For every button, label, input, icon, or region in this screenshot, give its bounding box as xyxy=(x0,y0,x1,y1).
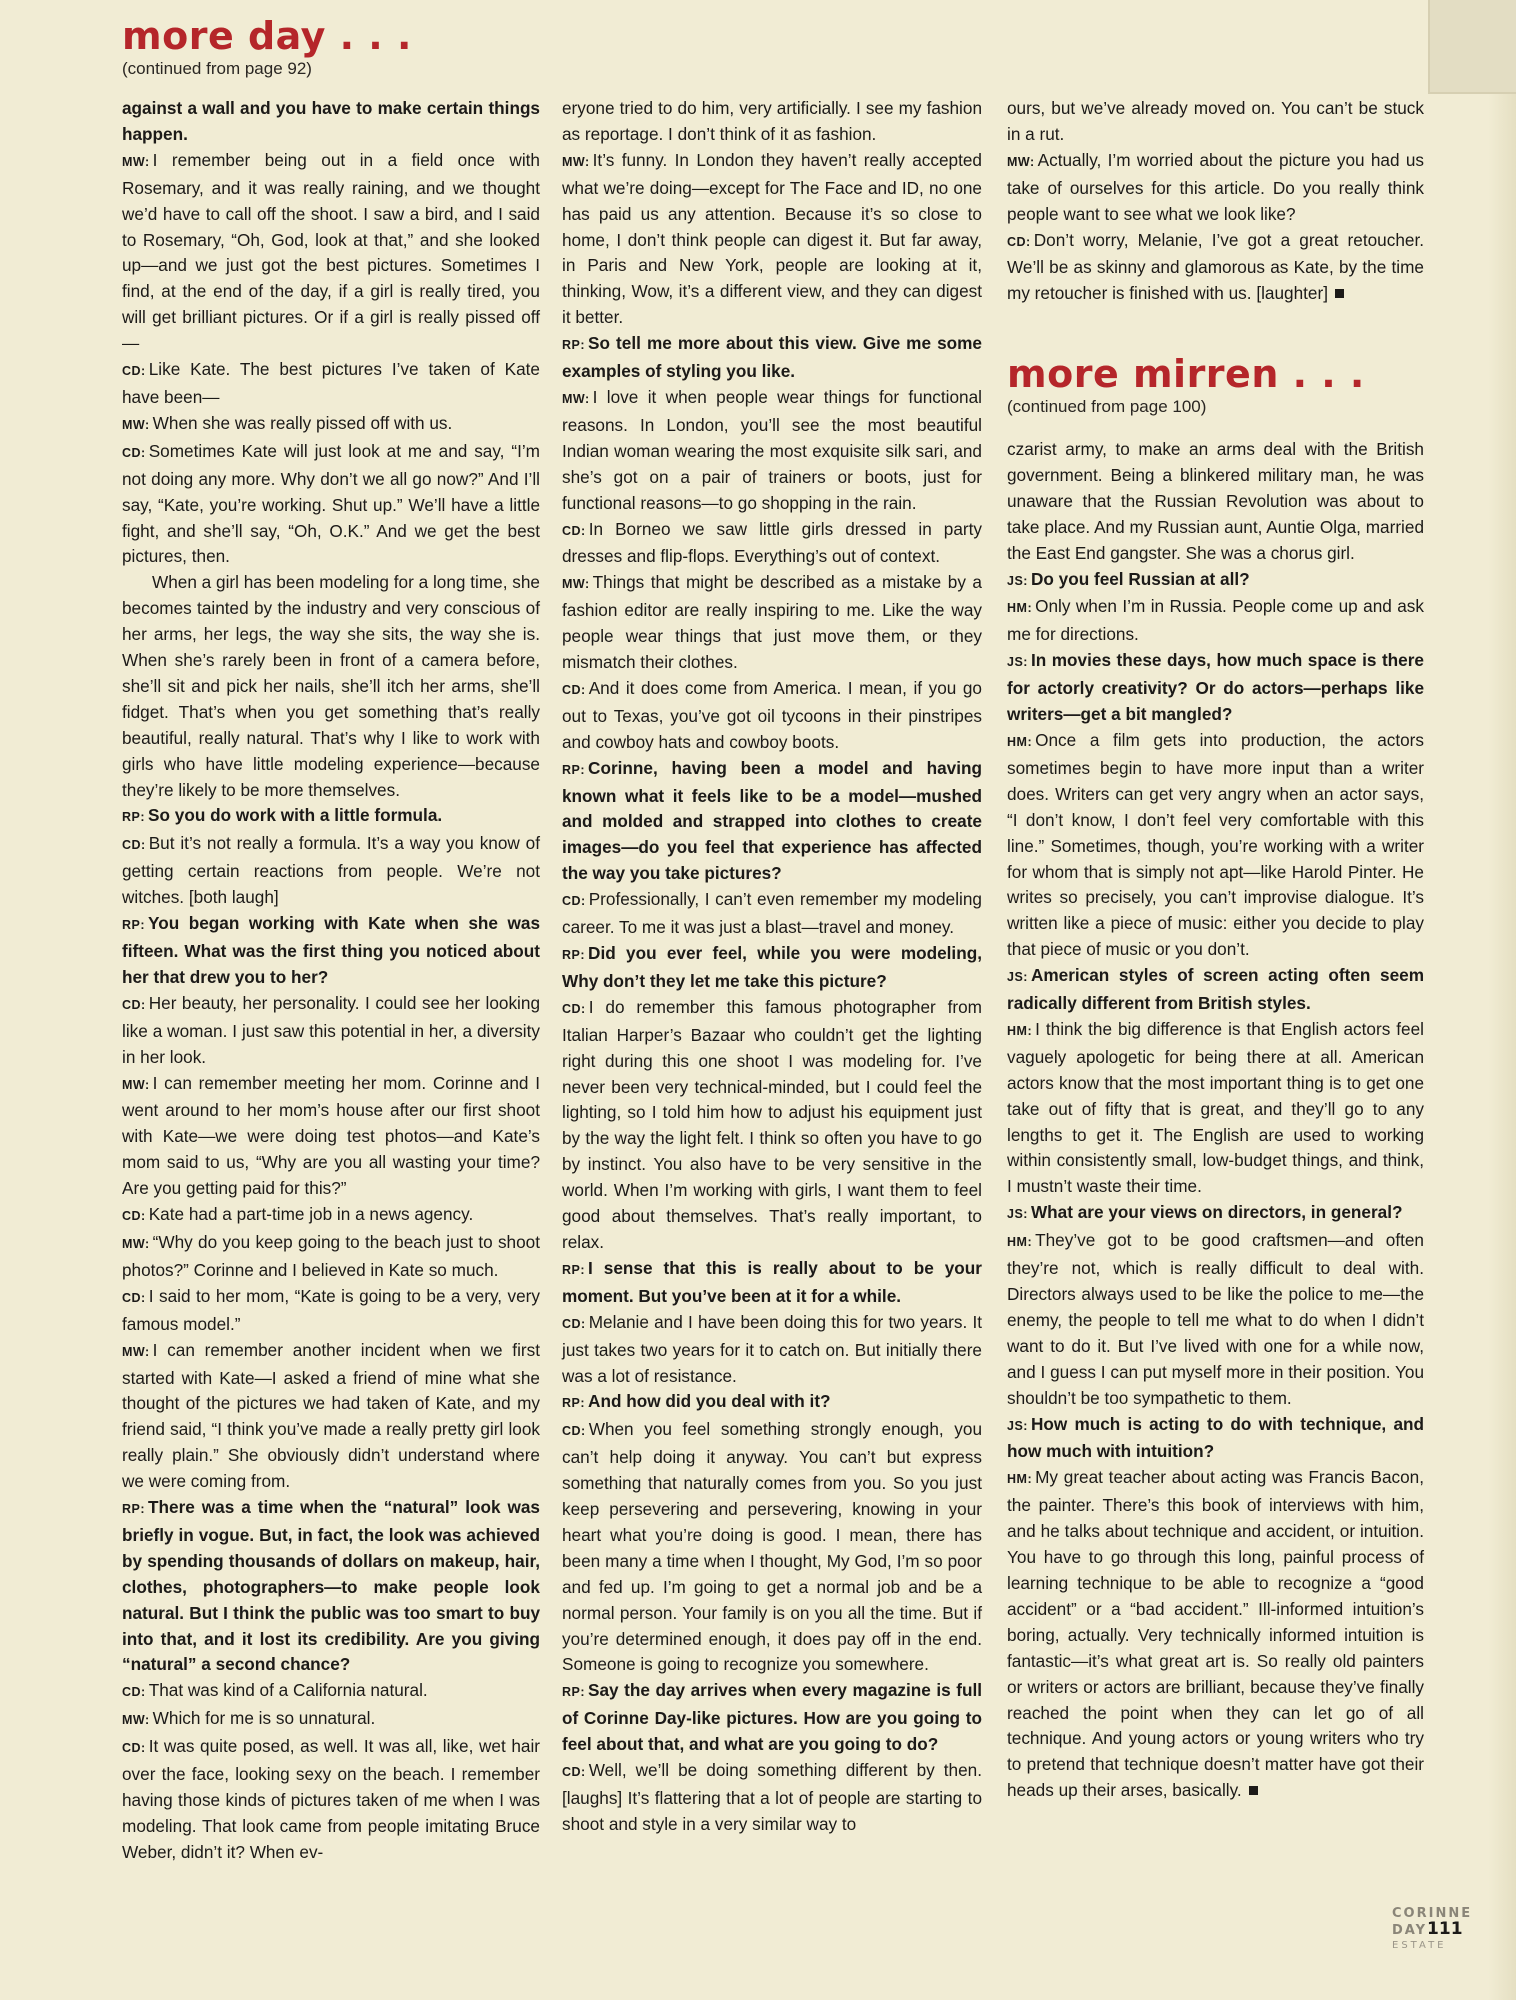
answer-paragraph xyxy=(122,1734,540,1866)
answer-paragraph xyxy=(122,411,540,439)
end-of-article-mark xyxy=(1335,289,1344,298)
answer-paragraph xyxy=(562,148,982,331)
question-paragraph xyxy=(562,1678,982,1758)
paragraph-text: There was a time when the “natural” look was briefly in vogue. But, in fact, the look was achieved by spending thousands of dollars on makeup, hair, clothes, photographers—to make people look natural. But I think the public was too smart to buy into that, and it lost its credibility. Are you giving “natural” a second chance? xyxy=(122,1497,540,1675)
speaker-label: MW: xyxy=(122,1344,150,1359)
answer-paragraph xyxy=(1007,1228,1424,1411)
page-footer xyxy=(1392,1906,1484,1952)
paragraph-text: Actually, I’m worried about the picture you had us take of ourselves for this article. Do you really think people want to see what we look like? xyxy=(1007,149,1424,224)
answer-paragraph xyxy=(1007,1017,1424,1200)
answer-paragraph xyxy=(562,1758,982,1838)
answer-paragraph xyxy=(122,1202,540,1230)
answer-paragraph xyxy=(1007,437,1424,567)
section-title: more mirren . . . xyxy=(1007,352,1365,396)
speaker-label: CD: xyxy=(122,838,146,853)
footer-brand-day: DAY xyxy=(1392,1923,1428,1938)
speaker-label: CD: xyxy=(562,894,586,909)
speaker-label: MW: xyxy=(122,1713,150,1728)
answer-paragraph xyxy=(122,439,540,571)
paragraph-text: When she was really pissed off with us. xyxy=(152,412,453,433)
answer-paragraph xyxy=(562,887,982,941)
question-paragraph xyxy=(562,331,982,385)
paper-edge xyxy=(1488,0,1516,2000)
section-title: more day . . . xyxy=(122,14,412,58)
speaker-label: RP: xyxy=(562,1685,586,1700)
answer-paragraph xyxy=(562,1417,982,1678)
paragraph-text: How much is acting to do with technique, and how much with intuition? xyxy=(1007,1413,1424,1462)
question-paragraph xyxy=(1007,567,1424,595)
answer-paragraph xyxy=(562,676,982,756)
paragraph-text: Do you feel Russian at all? xyxy=(1030,568,1250,589)
paragraph-text: So you do work with a little formula. xyxy=(148,805,443,826)
section-header-more-day xyxy=(122,14,412,80)
speaker-label: CD: xyxy=(562,523,586,538)
speaker-label: RP: xyxy=(562,948,586,962)
speaker-label: HM: xyxy=(1007,1023,1033,1038)
answer-paragraph xyxy=(1007,594,1424,648)
footer-estate: ESTATE xyxy=(1392,1940,1447,1951)
paragraph-text: You began working with Kate when she was fifteen. What was the first thing you noticed about her that drew you to her? xyxy=(122,913,540,987)
question-paragraph xyxy=(562,1256,982,1310)
question-paragraph xyxy=(1007,648,1424,728)
text-column-2 xyxy=(562,96,982,1838)
paragraph-text: Did you ever feel, while you were modeling, Why don’t they let me take this picture? xyxy=(562,943,982,991)
speaker-label: RP: xyxy=(122,810,146,825)
speaker-label: CD: xyxy=(122,1290,146,1305)
paragraph-text: Which for me is so unnatural. xyxy=(152,1708,376,1729)
speaker-label: HM: xyxy=(1007,734,1033,749)
speaker-label: CD: xyxy=(122,997,146,1012)
answer-paragraph xyxy=(562,385,982,517)
paragraph-text: Once a film gets into production, the actors sometimes begin to have more input than a writer does. Writers can get very angry when an actor says, “I don’t know, I don’t feel very comfortable with this line.” Sometimes, though, you’re working with a writer for whom that is simply not apt—like Harold Pinter. He writes so precisely, you can’t improvise dialogue. It’s written like a piece of music: either you decide to play that piece of music or you don’t. xyxy=(1007,729,1424,960)
paragraph-text: In Borneo we saw little girls dressed in party dresses and flip-flops. Everything’s out of context. xyxy=(562,518,982,567)
paragraph-text: I can remember another incident when we first started with Kate—I asked a friend of mine what she thought of the pictures we had taken of Kate, and my friend said, “I think you’ve made a really pretty girl look really plain.” She obviously didn’t understand where we were coming from. xyxy=(122,1339,540,1492)
speaker-label: HM: xyxy=(1007,1472,1033,1487)
paragraph-text: My great teacher about acting was Francis Bacon, the painter. There’s this book of interviews with him, and he talks about technique and accident, or intuition. You have to go through this long, painful process of learning technique to be able to recognize a “good accident” or a “bad accident.” Ill-informed intuition’s boring, actually. Very technically informed intuition is fantastic—it’s what great art is. So really old painters or writers or actors are brilliant, because they’ve finally reached the point when they can let go of all technique. And young actors or young writers who try to pretend that technique doesn’t matter have got their heads up their arses, basically. xyxy=(1007,1467,1424,1801)
speaker-label: CD: xyxy=(122,1209,146,1224)
speaker-label: MW: xyxy=(562,577,590,592)
paragraph-text: But it’s not really a formula. It’s a way you know of getting certain reactions from people. We’re not witches. [both laugh] xyxy=(122,833,540,908)
answer-paragraph xyxy=(122,1071,540,1203)
section-subtitle: (continued from page 92) xyxy=(122,59,312,78)
answer-paragraph xyxy=(562,1310,982,1390)
paragraph-text: It was quite posed, as well. It was all, like, wet hair over the face, looking sexy on the beach. I remember having those kinds of pictures taken of me when I was modeling. That look came from people imitating Bruce Weber, didn’t it? When ev- xyxy=(122,1736,540,1862)
speaker-label: MW: xyxy=(122,154,150,169)
paragraph-text: I can remember meeting her mom. Corinne and I went around to her mom’s house after our first shoot with Kate—we were doing test photos—and Kate’s mom said to us, “Why are you all wasting your time? Are you getting paid for this?” xyxy=(122,1072,540,1199)
paragraph-text: ours, but we’ve already moved on. You can’t be stuck in a rut. xyxy=(1007,98,1424,144)
paragraph-text: That was kind of a California natural. xyxy=(148,1680,428,1701)
section-header-more-mirren xyxy=(1007,352,1365,418)
paragraph-text: Like Kate. The best pictures I’ve taken of Kate have been— xyxy=(122,359,540,407)
text-column-3-top xyxy=(1007,96,1424,307)
paragraph-text: I love it when people wear things for functional reasons. In London, you’ll see the most beautiful Indian woman wearing the most exquisite silk sari, and she’s got on a pair of trainers or boots, just for functional reasons—to go shopping in the rain. xyxy=(562,386,982,513)
speaker-label: CD: xyxy=(122,1741,146,1756)
speaker-label: RP: xyxy=(562,1262,586,1277)
answer-paragraph xyxy=(1007,728,1424,963)
answer-paragraph xyxy=(122,1706,540,1734)
question-paragraph xyxy=(122,803,540,831)
speaker-label: MW: xyxy=(562,154,590,169)
speaker-label: JS: xyxy=(1007,655,1028,670)
paragraph-text: And how did you deal with it? xyxy=(588,1391,831,1412)
paragraph-text: against a wall and you have to make certain things happen. xyxy=(122,98,540,144)
speaker-label: JS: xyxy=(1007,1207,1028,1222)
answer-paragraph xyxy=(562,995,982,1256)
speaker-label: HM: xyxy=(1007,601,1033,616)
paragraph-text: Don’t worry, Melanie, I’ve got a great retoucher. We’ll be as skinny and glamorous as Kate, by the time my retoucher is finished with us. [laughter] xyxy=(1007,229,1424,304)
paragraph-text: I sense that this is really about to be your moment. But you’ve been at it for a while. xyxy=(562,1257,982,1306)
speaker-label: MW: xyxy=(122,417,150,432)
answer-paragraph xyxy=(122,148,540,357)
speaker-label: CD: xyxy=(562,1001,586,1016)
answer-paragraph xyxy=(122,1230,540,1284)
speaker-label: CD: xyxy=(1007,234,1031,249)
speaker-label: RP: xyxy=(562,762,586,777)
speaker-label: CD: xyxy=(562,1765,586,1780)
question-paragraph xyxy=(1007,1200,1424,1228)
speaker-label: CD: xyxy=(122,445,146,460)
speaker-label: MW: xyxy=(122,1236,150,1251)
answer-paragraph xyxy=(1007,96,1424,148)
answer-paragraph xyxy=(1007,228,1424,308)
speaker-label: JS: xyxy=(1007,970,1028,985)
speaker-label: CD: xyxy=(122,364,146,379)
answer-paragraph xyxy=(1007,148,1424,228)
paragraph-text: It’s funny. In London they haven’t really accepted what we’re doing—except for The Face and ID, no one has paid us any attention. Because it’s so close to home, I don’t think people can digest it. But far away, in Paris and New York, people are looking at it, thinking, Wow, it’s a different view, and they can digest it better. xyxy=(562,149,982,328)
speaker-label: CD: xyxy=(562,682,586,697)
paragraph-text: “Why do you keep going to the beach just to shoot photos?” Corinne and I believed in Kate so much. xyxy=(122,1231,540,1280)
answer-paragraph xyxy=(122,1284,540,1338)
speaker-label: RP: xyxy=(122,918,146,933)
paragraph-text: czarist army, to make an arms deal with the British government. Being a blinkered military man, he was unaware that the Russian Revolution was about to take place. And my Russian aunt, Auntie Olga, married the East End gangster. She was a chorus girl. xyxy=(1007,439,1424,563)
speaker-label: HM: xyxy=(1007,1235,1033,1250)
paragraph-text: Only when I’m in Russia. People come up and ask me for directions. xyxy=(1007,596,1424,645)
answer-paragraph xyxy=(122,991,540,1071)
paragraph-text: I remember being out in a field once with Rosemary, and it was really raining, and we thought we’d have to call off the shoot. I saw a bird, and I said to Rosemary, “Oh, God, look at that,” and she looked up—and we just got the best pictures. Sometimes I find, at the end of the day, if a girl is really tired, you will get brilliant pictures. Or if a girl is really pissed off— xyxy=(122,149,540,354)
question-paragraph xyxy=(122,1495,540,1678)
speaker-label: MW: xyxy=(562,391,590,406)
paragraph-text: Sometimes Kate will just look at me and say, “I’m not doing any more. Why don’t we all go now?” And I’ll say, “Kate, you’re working. Shut up.” We’ll have a little fight, and she’ll say, “Oh, O.K.” And we get the best pictures, then. xyxy=(122,440,540,567)
text-column-1 xyxy=(122,96,540,1866)
page-corner-mark xyxy=(1428,0,1516,94)
speaker-label: CD: xyxy=(122,1685,146,1700)
question-paragraph xyxy=(122,96,540,148)
end-of-article-mark xyxy=(1249,1786,1258,1795)
paragraph-text: I think the big difference is that English actors feel vaguely apologetic for being there at all. American actors know that the most important thing is to get one take out of fifty that is great, and they’ll go to any lengths to get it. The English are used to working within consistently small, low-budget things, and think, I mustn’t waste their time. xyxy=(1007,1018,1424,1197)
paragraph-text: They’ve got to be good craftsmen—and often they’re not, which is really difficult to deal with. Directors always used to be like the police to me—the enemy, the people to tell me what to do when I didn’t want to do it. But I’ve lived with one for a while now, and I guess I can put myself more in their position. You shouldn’t be too sympathetic to them. xyxy=(1007,1230,1424,1408)
paragraph-text: Things that might be described as a mistake by a fashion editor are really inspiring to me. Like the way people wear things that just move them, or they mismatch their clothes. xyxy=(562,572,982,673)
footer-brand-row xyxy=(1392,1919,1463,1939)
speaker-label: CD: xyxy=(562,1424,586,1439)
question-paragraph xyxy=(1007,963,1424,1017)
answer-paragraph xyxy=(122,1338,540,1495)
speaker-label: CD: xyxy=(562,1316,586,1331)
paragraph-text: I said to her mom, “Kate is going to be a very, very famous model.” xyxy=(122,1285,540,1334)
speaker-label: RP: xyxy=(562,1396,586,1411)
question-paragraph xyxy=(562,941,982,995)
page-number: 111 xyxy=(1427,1919,1463,1939)
paragraph-text: When a girl has been modeling for a long time, she becomes tainted by the industry and very conscious of her arms, her legs, the way she sits, the way she is. When she’s rarely been in front of a camera before, she’ll sit and pick her nails, she’ll itch her arms, she’ll fidget. That’s when you get something that’s really beautiful, really natural. That’s why I like to work with girls who have little modeling experience—because they’re likely to be more themselves. xyxy=(122,572,540,800)
question-paragraph xyxy=(562,1389,982,1417)
paragraph-text: What are your views on directors, in general? xyxy=(1030,1202,1403,1223)
answer-paragraph xyxy=(122,831,540,911)
speaker-label: RP: xyxy=(122,1502,146,1517)
paragraph-text: Her beauty, her personality. I could see her looking like a woman. I just saw this potential in her, a diversity in her look. xyxy=(122,992,540,1067)
answer-paragraph xyxy=(562,570,982,676)
text-column-3-bottom xyxy=(1007,437,1424,1804)
paragraph-text: In movies these days, how much space is there for actorly creativity? Or do actors—perhaps like writers—get a bit mangled? xyxy=(1007,650,1424,725)
paragraph-text: When you feel something strongly enough, you can’t help doing it anyway. You can’t but express something that naturally comes from you. So you just keep persevering and persevering, knowing in your heart what you’re doing is good. I mean, there has been many a time when I thought, My God, I’m so poor and fed up. I’m going to get a normal job and be a normal person. Your family is on you all the time. But if you’re determined enough, it does pay off in the end. Someone is going to recognize you somewhere. xyxy=(562,1419,982,1675)
speaker-label: MW: xyxy=(1007,154,1035,169)
answer-paragraph xyxy=(562,517,982,571)
paragraph-text: American styles of screen acting often seem radically different from British styles. xyxy=(1007,965,1424,1014)
paragraph-text: I do remember this famous photographer from Italian Harper’s Bazaar who couldn’t get the lighting right during this one shoot I was modeling for. I’ve never been very technical-minded, but I could feel the lighting, so I told him how to adjust his equipment just by the way the light felt. I think so often you have to go by instinct. You also have to be very sensitive in the world. When I’m working with girls, I want them to feel good about themselves. That’s really important, to relax. xyxy=(562,996,982,1252)
section-subtitle: (continued from page 100) xyxy=(1007,397,1207,416)
paragraph-text: Well, we’ll be doing something different by then. [laughs] It’s flattering that a lot of people are starting to shoot and style in a very similar way to xyxy=(562,1760,982,1834)
speaker-label: MW: xyxy=(122,1077,150,1092)
paragraph-text: Corinne, having been a model and having known what it feels like to be a model—mushed and molded and strapped into clothes to create images—do you feel that experience has affected the way you take pictures? xyxy=(562,757,982,884)
paragraph-text: Professionally, I can’t even remember my modeling career. To me it was just a blast—travel and money. xyxy=(562,889,982,938)
paragraph-text: eryone tried to do him, very artificially. I see my fashion as reportage. I don’t think of it as fashion. xyxy=(562,98,982,144)
footer-brand: CORINNE xyxy=(1392,1906,1473,1921)
answer-paragraph xyxy=(562,96,982,148)
answer-paragraph xyxy=(122,1678,540,1706)
speaker-label: JS: xyxy=(1007,573,1028,588)
question-paragraph xyxy=(1007,1412,1424,1466)
paragraph-text: So tell me more about this view. Give me some examples of styling you like. xyxy=(562,333,982,382)
answer-paragraph xyxy=(122,357,540,411)
answer-paragraph xyxy=(122,570,540,803)
speaker-label: RP: xyxy=(562,338,586,353)
answer-paragraph xyxy=(1007,1465,1424,1804)
paragraph-text: Kate had a part-time job in a news agency. xyxy=(148,1204,474,1225)
question-paragraph xyxy=(562,756,982,888)
paragraph-text: Melanie and I have been doing this for two years. It just takes two years for it to catch on. But initially there was a lot of resistance. xyxy=(562,1311,982,1386)
speaker-label: JS: xyxy=(1007,1418,1028,1433)
paragraph-text: Say the day arrives when every magazine is full of Corinne Day-like pictures. How are you going to feel about that, and what are you going to do? xyxy=(562,1680,982,1755)
paragraph-text: And it does come from America. I mean, if you go out to Texas, you’ve got oil tycoons in their pinstripes and cowboy hats and cowboy boots. xyxy=(562,677,982,752)
question-paragraph xyxy=(122,911,540,991)
